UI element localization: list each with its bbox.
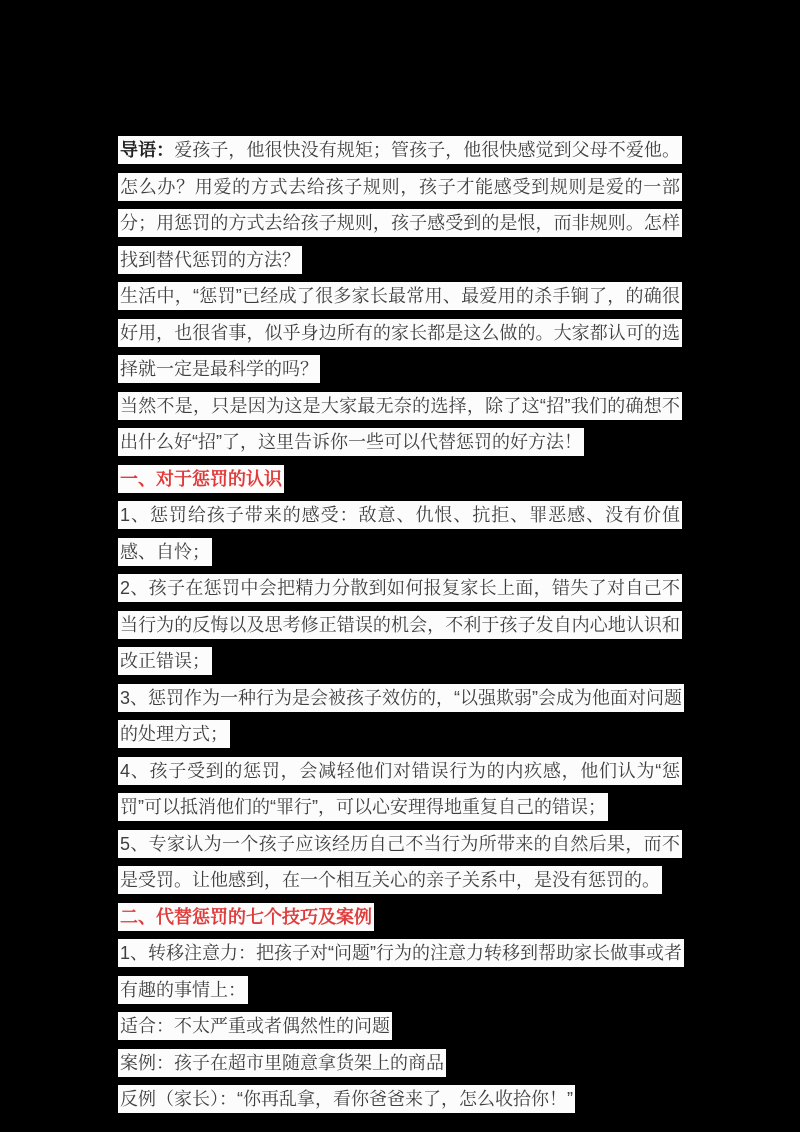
section-heading-punishment-understanding — [118, 461, 682, 498]
paragraph — [118, 753, 682, 826]
heading-text: 二、代替惩罚的七个技巧及案例 — [118, 903, 374, 931]
paragraph-text: 适合：不太严重或者偶然性的问题 — [118, 1012, 392, 1040]
paragraph — [118, 680, 682, 753]
paragraph — [118, 935, 682, 1008]
paragraph-text: 反例（家长）：“你再乱拿，看你爸爸来了，怎么收拾你！” — [118, 1085, 575, 1113]
paragraph — [118, 497, 682, 570]
paragraph-text: 案例：孩子在超市里随意拿货架上的商品 — [118, 1049, 446, 1077]
paragraph-text: 爱孩子，他很快没有规矩；管孩子，他很快感觉到父母不爱他。怎么办？用爱的方式去给孩子规则，孩子才能感受到规则是爱的一部分；用惩罚的方式去给孩子规则，孩子感受到的是恨，而非规则。怎样找到替代惩罚的方法？ — [120, 140, 681, 270]
paragraph — [118, 1008, 682, 1045]
paragraph-text: 4、孩子受到的惩罚，会减轻他们对错误行为的内疚感，他们认为“惩罚”可以抵消他们的“罪行”，可以心安理得地重复自己的错误； — [118, 757, 682, 822]
paragraph-text: 1、惩罚给孩子带来的感受：敌意、仇恨、抗拒、罪恶感、没有价值感、自怜； — [118, 501, 682, 566]
paragraph-text: 生活中，“惩罚”已经成了很多家长最常用、最爱用的杀手锏了，的确很好用，也很省事，似乎身边所有的家长都是这么做的。大家都认可的选择就一定是最科学的吗？ — [118, 282, 682, 383]
paragraph-text: 1、转移注意力：把孩子对“问题”行为的注意力转移到帮助家长做事或者有趣的事情上： — [118, 939, 684, 1004]
article-body — [118, 132, 682, 1118]
paragraph — [118, 278, 682, 388]
paragraph — [118, 1081, 682, 1118]
paragraph — [118, 1045, 682, 1082]
intro-paragraph — [118, 132, 682, 278]
paragraph-text: 3、惩罚作为一种行为是会被孩子效仿的，“以强欺弱”会成为他面对问题的处理方式； — [118, 684, 684, 749]
intro-label: 导语： — [120, 140, 175, 160]
paragraph-text: 当然不是，只是因为这是大家最无奈的选择，除了这“招”我们的确想不出什么好“招”了，这里告诉你一些可以代替惩罚的好方法！ — [118, 392, 682, 457]
paragraph — [118, 826, 682, 899]
paragraph — [118, 570, 682, 680]
section-heading-seven-techniques — [118, 899, 682, 936]
paragraph-text: 5、专家认为一个孩子应该经历自己不当行为所带来的自然后果，而不是受罚。让他感到，在一个相互关心的亲子关系中，是没有惩罚的。 — [118, 830, 682, 895]
paragraph-text: 2、孩子在惩罚中会把精力分散到如何报复家长上面，错失了对自己不当行为的反悔以及思考修正错误的机会，不利于孩子发自内心地认识和改正错误； — [118, 574, 682, 675]
paragraph — [118, 388, 682, 461]
heading-text: 一、对于惩罚的认识 — [118, 465, 284, 493]
